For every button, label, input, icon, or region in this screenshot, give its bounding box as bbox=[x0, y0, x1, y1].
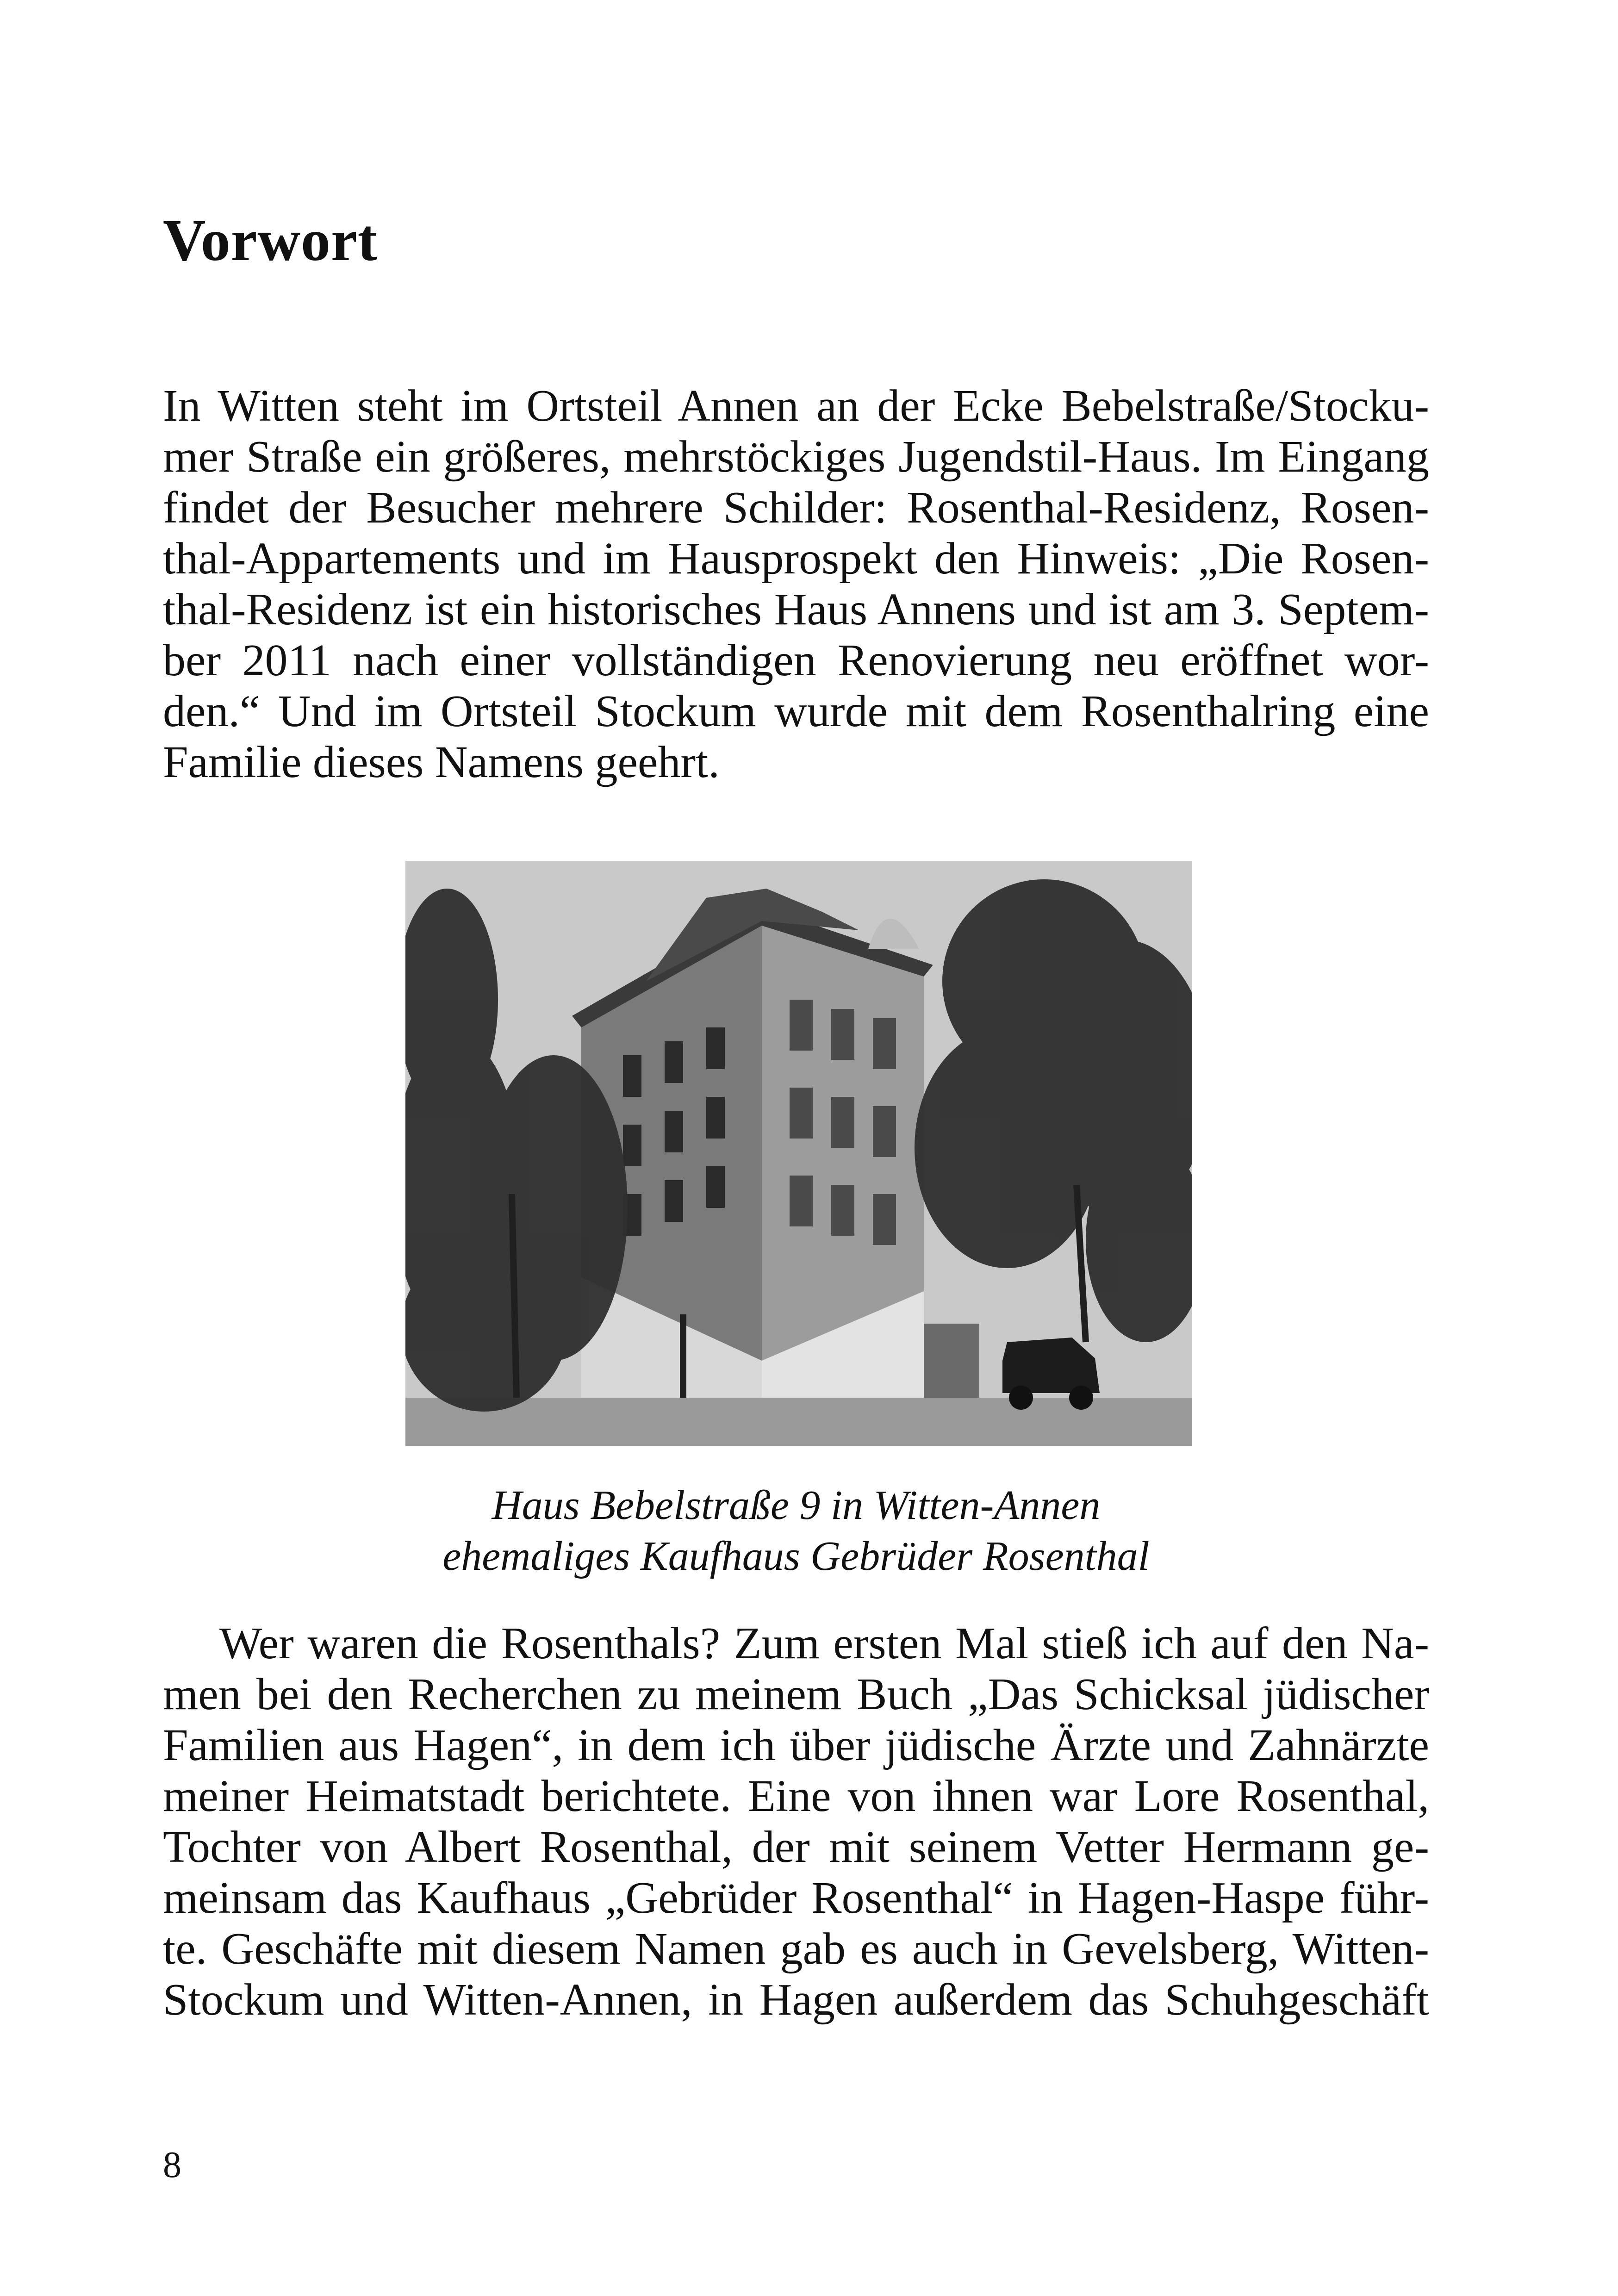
paragraph-main bbox=[163, 1618, 1429, 2084]
chapter-heading: Vorwort bbox=[163, 207, 378, 273]
photo-caption-line-2: ehemaliges Kaufhaus Gebrüder Rosenthal bbox=[442, 1533, 1150, 1579]
text-line: men bei den Recherchen zu meinem Buch „Das Schicksal jüdischer bbox=[163, 1669, 1429, 1719]
text-line: te. Geschäfte mit diesem Namen gab es auch in Gevelsberg, Witten- bbox=[163, 1924, 1429, 1974]
building-photo bbox=[405, 861, 1192, 1446]
paragraph-intro bbox=[163, 383, 1429, 800]
text-line: Stockum und Witten-Annen, in Hagen außerdem das Schuhgeschäft bbox=[163, 1975, 1429, 2025]
text-line: Familie dieses Namens geehrt. bbox=[163, 737, 720, 787]
text-line: Familien aus Hagen“, in dem ich über jüdische Ärzte und Zahnärzte bbox=[163, 1720, 1429, 1770]
text-line: Tochter von Albert Rosenthal, der mit seinem Vetter Hermann ge- bbox=[163, 1822, 1429, 1872]
text-line: mer Straße ein größeres, mehrstöckiges Jugendstil-Haus. Im Eingang bbox=[163, 432, 1429, 482]
text-line: findet der Besucher mehrere Schilder: Rosenthal-Residenz, Rosen- bbox=[163, 483, 1429, 533]
text-line: Wer waren die Rosenthals? Zum ersten Mal stieß ich auf den Na- bbox=[219, 1618, 1429, 1668]
text-line: meinsam das Kaufhaus „Gebrüder Rosenthal“ in Hagen-Haspe führ- bbox=[163, 1873, 1429, 1923]
text-line: thal-Appartements und im Hausprospekt den Hinweis: „Die Rosen- bbox=[163, 534, 1429, 584]
text-line: thal-Residenz ist ein historisches Haus Annens und ist am 3. Septem- bbox=[163, 585, 1429, 635]
photo-caption-line-1: Haus Bebelstraße 9 in Witten-Annen bbox=[492, 1482, 1101, 1528]
text-line: den.“ Und im Ortsteil Stockum wurde mit dem Rosenthalring eine bbox=[163, 686, 1429, 736]
page-number: 8 bbox=[163, 2145, 181, 2185]
text-line: ber 2011 nach einer vollständigen Renovierung neu eröffnet wor- bbox=[163, 635, 1429, 685]
text-line: meiner Heimatstadt berichtete. Eine von ihnen war Lore Rosenthal, bbox=[163, 1771, 1429, 1821]
text-line: In Witten steht im Ortsteil Annen an der Ecke Bebelstraße/Stocku- bbox=[163, 381, 1429, 431]
